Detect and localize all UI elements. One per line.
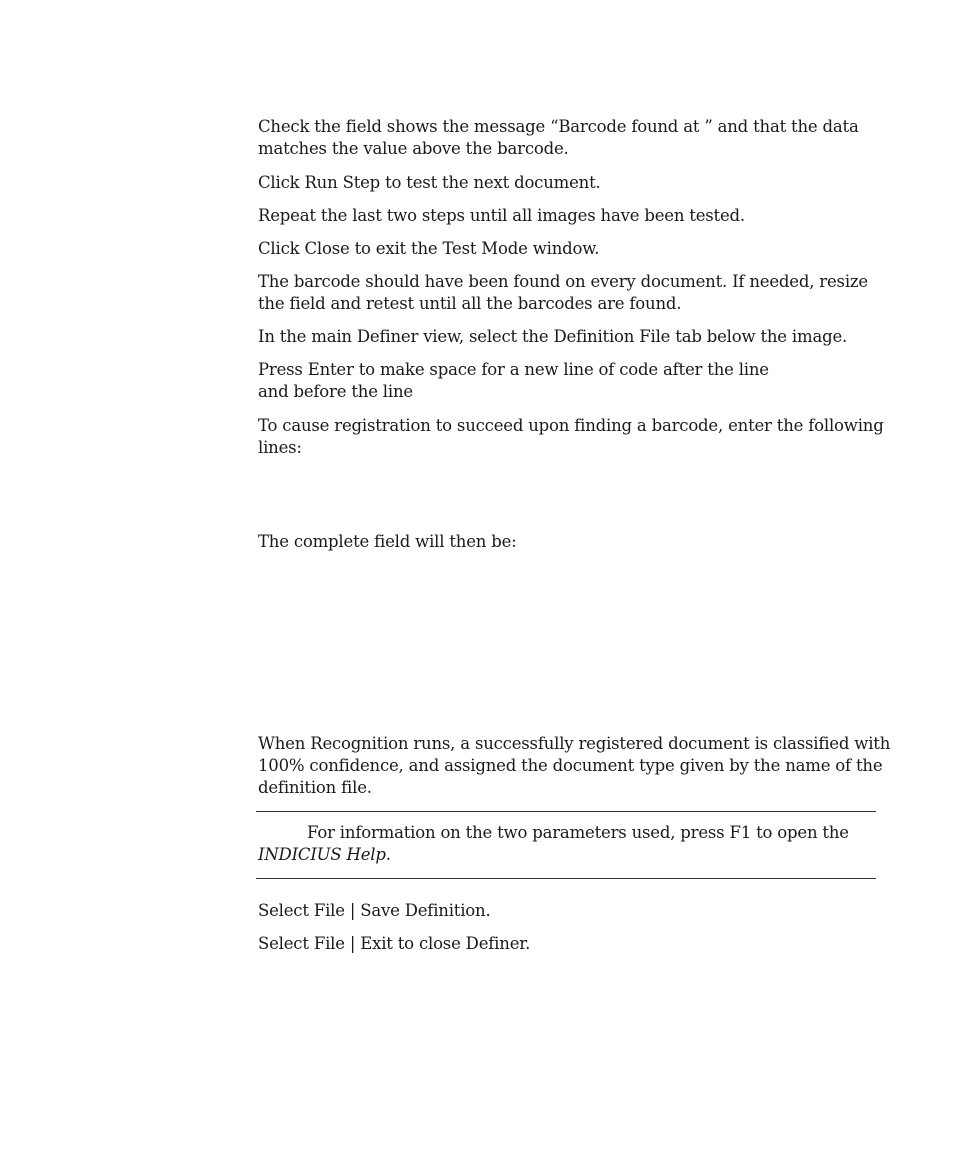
step-text-line: Click Run Step to test the next document. [258, 173, 601, 192]
step-exit-definer [258, 933, 870, 955]
step-cause-registration [258, 415, 884, 459]
step-text-line: the field and retest until all the barcodes are found. [258, 294, 682, 313]
help-title: INDICIUS Help [258, 845, 386, 864]
step-save-definition [258, 900, 870, 922]
step-text-line: Select File | Exit to close Definer. [258, 934, 531, 953]
step-close [258, 238, 870, 260]
step-text-line: and before the line [258, 382, 413, 401]
step-text-line: Select File | Save Definition. [258, 901, 491, 920]
step-definition-tab [258, 326, 870, 348]
step-text-line: 100% confidence, and assigned the document type given by the name of the [258, 756, 883, 775]
note-text-line [258, 844, 870, 866]
step-text-line: In the main Definer view, select the Definition File tab below the image. [258, 327, 848, 346]
note-punctuation: . [385, 845, 391, 864]
step-text-line: definition file. [258, 778, 372, 797]
step-check-field [258, 116, 870, 160]
note-box [258, 822, 870, 866]
step-text-line: Click Close to exit the Test Mode window. [258, 239, 600, 258]
note-bottom-rule [256, 878, 876, 879]
step-text-line: The complete field will then be: [258, 532, 517, 551]
step-text-line: matches the value above the barcode. [258, 139, 569, 158]
step-text-line: When Recognition runs, a successfully registered document is classified with [258, 734, 891, 753]
note-text-line: For information on the two parameters used, press F1 to open the [307, 823, 849, 842]
step-repeat [258, 205, 870, 227]
step-complete-field [258, 531, 870, 553]
step-press-enter [258, 359, 870, 403]
step-text-line: The barcode should have been found on every document. If needed, resize [258, 272, 868, 291]
step-run-step [258, 172, 870, 194]
step-recognition [258, 733, 891, 799]
note-top-rule [256, 811, 876, 812]
step-barcode-found [258, 271, 870, 315]
step-text-line: Repeat the last two steps until all images have been tested. [258, 206, 745, 225]
step-text-line: Check the field shows the message “Barcode found at ” and that the data [258, 117, 859, 136]
step-text-line: To cause registration to succeed upon finding a barcode, enter the following [258, 416, 884, 435]
step-text-line: lines: [258, 438, 302, 457]
step-text-line: Press Enter to make space for a new line of code after the line [258, 360, 769, 379]
